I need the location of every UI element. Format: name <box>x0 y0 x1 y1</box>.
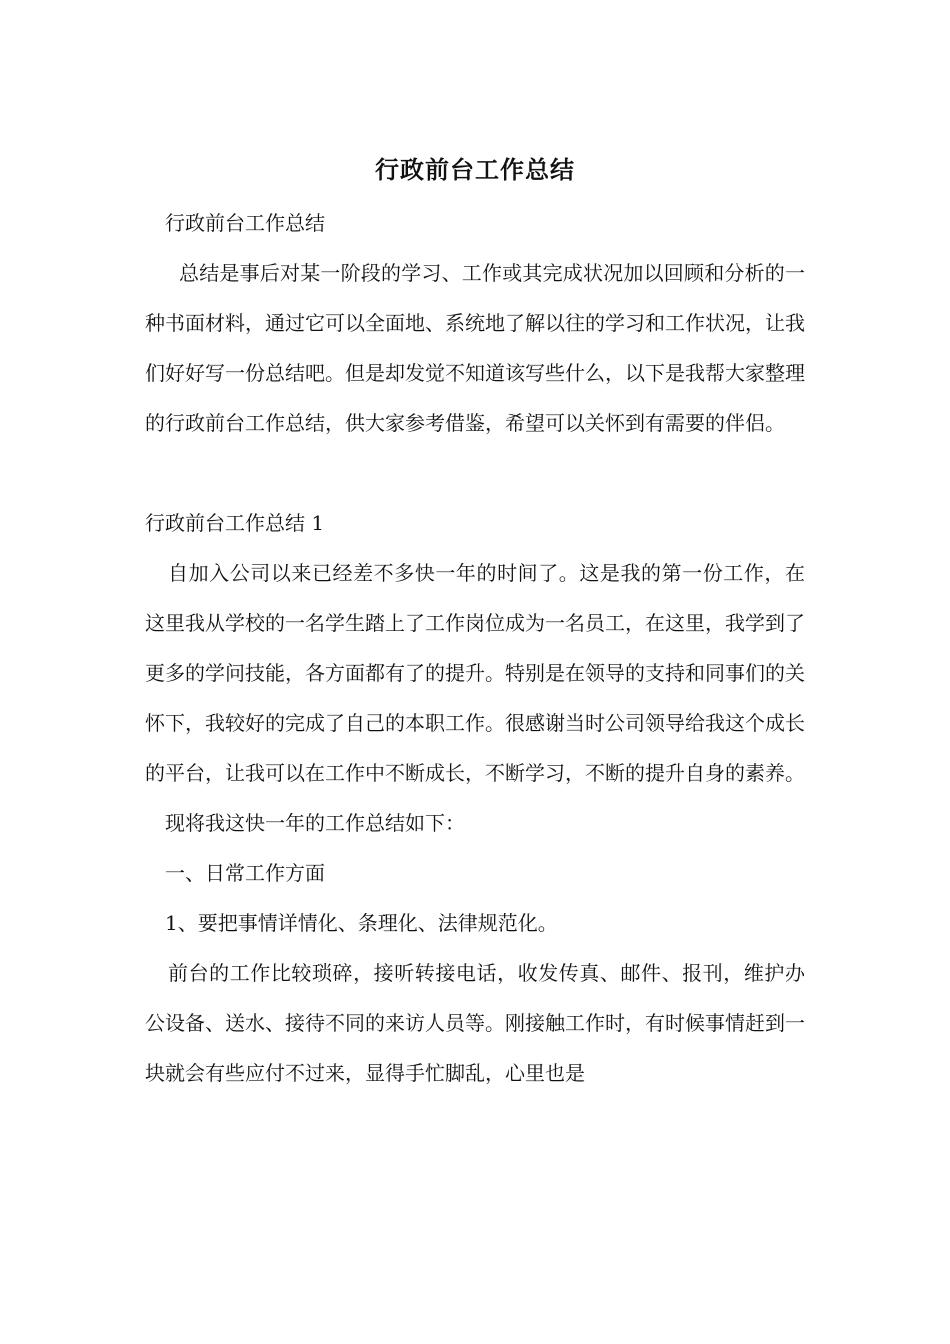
intro-paragraph: 总结是事后对某一阶段的学习、工作或其完成状况加以回顾和分析的一种书面材料，通过它可以全面地、系统地了解以往的学习和工作状况，让我们好好写一份总结吧。但是却发觉不知道该写些什么，以下是我帮大家整理的行政前台工作总结，供大家参考借鉴，希望可以关怀到有需要的伴侣。 <box>145 261 805 435</box>
blank-line <box>145 448 805 498</box>
body-paragraph: 自加入公司以来已经差不多快一年的时间了。这是我的第一份工作，在这里我从学校的一名学生踏上了工作岗位成为一名员工，在这里，我学到了更多的学问技能，各方面都有了的提升。特别是在领导的支持和同事们的关怀下，我较好的完成了自己的本职工作。很感谢当时公司领导给我这个成长的平台，让我可以在工作中不断成长，不断学习，不断的提升自身的素养。 <box>145 561 805 785</box>
body-paragraph: 现将我这快一年的工作总结如下： <box>165 811 465 835</box>
list-item: 1、要把事情详情化、条理化、法律规范化。 <box>165 911 558 935</box>
subsection-heading: 一、日常工作方面 <box>165 861 325 885</box>
section-heading: 行政前台工作总结 1 <box>145 511 325 535</box>
document-body <box>145 198 805 1098</box>
document-subtitle: 行政前台工作总结 <box>165 211 325 235</box>
document-title: 行政前台工作总结 <box>375 155 575 184</box>
body-paragraph: 前台的工作比较琐碎，接听转接电话，收发传真、邮件、报刊，维护办公设备、送水、接待不同的来访人员等。刚接触工作时，有时候事情赶到一块就会有些应付不过来，显得手忙脚乱，心里也是 <box>145 961 805 1085</box>
